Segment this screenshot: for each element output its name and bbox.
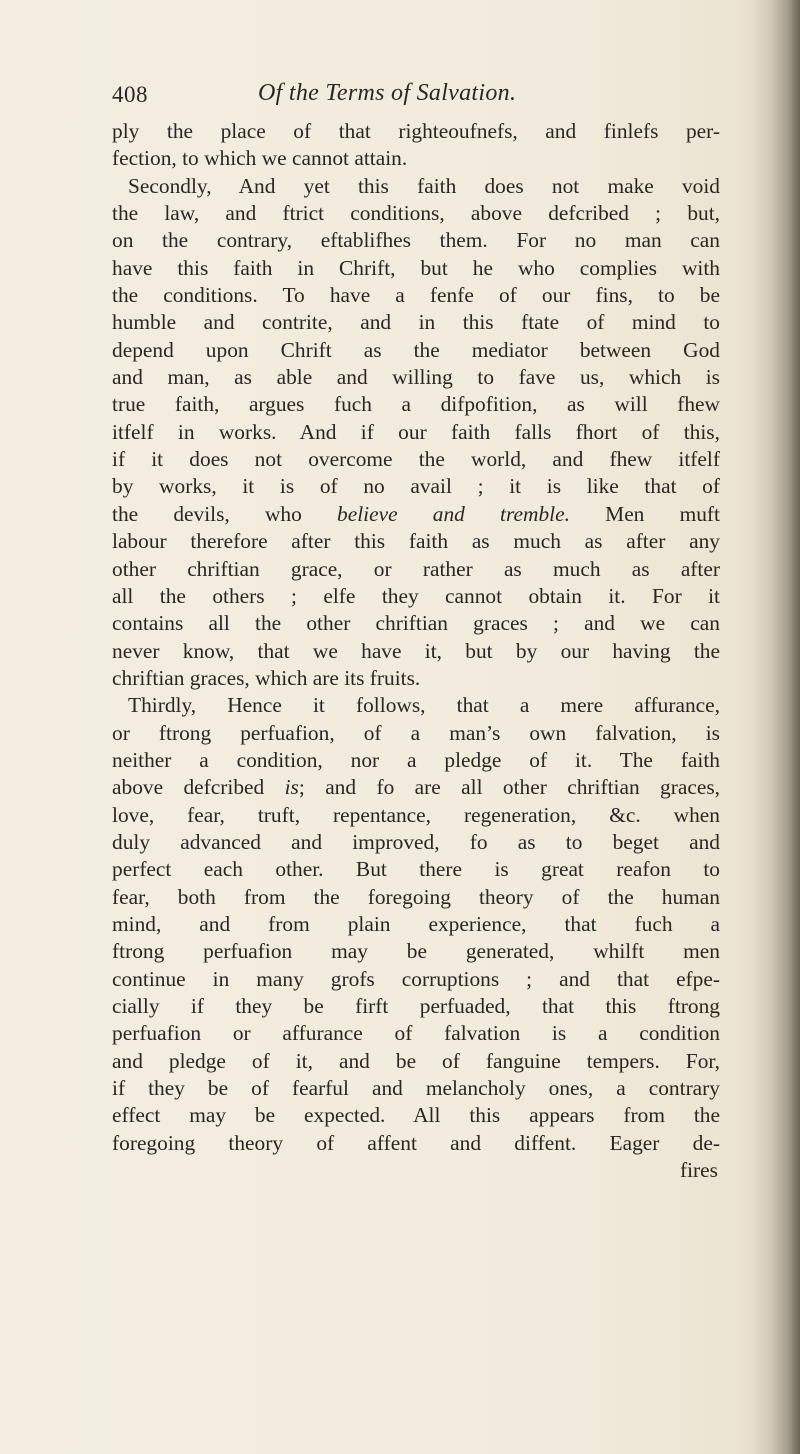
text-line xyxy=(112,610,720,637)
text-line-segment: effect may be expected. All this appears from the xyxy=(112,1103,720,1128)
text-line xyxy=(112,501,720,528)
text-line-segment: ply the place of that righteoufnefs, and finlefs per- xyxy=(112,119,720,143)
text-line-segment: perfuafion or affurance of falvation is a condition xyxy=(112,1021,720,1046)
text-line xyxy=(112,1048,720,1075)
text-line-segment: itfelf in works. And if our faith falls fhort of this, xyxy=(112,419,720,444)
text-line xyxy=(112,938,720,965)
text-line xyxy=(112,692,720,719)
text-line-segment: Men muft xyxy=(569,501,720,526)
text-line xyxy=(112,638,720,665)
text-line xyxy=(112,856,720,883)
text-line-segment: chriftian graces, which are its fruits. xyxy=(112,665,421,690)
text-line-segment: never know, that we have it, but by our having the xyxy=(112,638,720,663)
text-line-segment: foregoing theory of affent and diffent. Eager de- xyxy=(112,1130,720,1155)
text-line xyxy=(112,200,720,227)
text-line xyxy=(112,583,720,610)
text-line xyxy=(112,473,720,500)
text-line xyxy=(112,364,720,391)
text-line xyxy=(112,1102,720,1129)
text-line-segment: perfect each other. But there is great reafon to xyxy=(112,857,720,882)
text-line-segment: contains all the other chriftian graces ; and we can xyxy=(112,611,720,636)
text-line-segment: ; and fo are all other chriftian graces, xyxy=(298,775,721,800)
text-line-segment: above defcribed xyxy=(112,775,285,800)
text-line-segment: humble and contrite, and in this ftate of mind to xyxy=(112,310,720,335)
text-line-segment: if it does not overcome the world, and fhew itfelf xyxy=(112,447,720,472)
text-line-segment: love, fear, truft, repentance, regeneration, &c. when xyxy=(112,802,720,827)
text-line-segment: by works, it is of no avail ; it is like that of xyxy=(112,474,720,499)
text-line-segment: on the contrary, eftablifhes them. For no man can xyxy=(112,228,720,253)
text-line xyxy=(112,665,720,692)
text-line-segment: true faith, argues fuch a difpofition, as will fhew xyxy=(112,392,720,417)
text-line xyxy=(112,391,720,418)
text-line xyxy=(112,309,720,336)
text-line-segment: depend upon Chrift as the mediator between God xyxy=(112,337,720,362)
page-binding-shadow xyxy=(752,0,800,1454)
text-line-segment: Thirdly, Hence it follows, that a mere affurance, xyxy=(128,693,720,718)
text-line xyxy=(112,337,720,364)
text-line-segment: ftrong perfuafion may be generated, whilft men xyxy=(112,939,720,964)
text-line-segment: neither a condition, nor a pledge of it. The faith xyxy=(112,747,720,772)
text-line-segment: duly advanced and improved, fo as to beget and xyxy=(112,829,720,854)
text-line-segment: Secondly, And yet this faith does not make void xyxy=(128,173,720,198)
text-line-segment: continue in many grofs corruptions ; and that efpe- xyxy=(112,966,720,991)
text-line-segment: the law, and ftrict conditions, above defcribed ; but, xyxy=(112,201,720,226)
text-line xyxy=(112,1075,720,1102)
text-line xyxy=(112,911,720,938)
text-line xyxy=(112,1130,720,1157)
text-line xyxy=(112,720,720,747)
text-line-segment: labour therefore after this faith as much as after any xyxy=(112,529,720,554)
text-line xyxy=(112,1020,720,1047)
catchword: fires xyxy=(679,1158,718,1183)
text-line xyxy=(112,227,720,254)
text-line-segment: all the others ; elfe they cannot obtain it. For it xyxy=(112,583,720,608)
page-number: 408 xyxy=(112,82,148,107)
text-line xyxy=(112,884,720,911)
italic-phrase: believe and tremble. xyxy=(337,501,570,526)
text-line-segment: and man, as able and willing to fave us, which is xyxy=(112,365,720,390)
text-line xyxy=(112,993,720,1020)
text-line-segment: the conditions. To have a fenfe of our fins, to be xyxy=(112,283,720,308)
text-line-segment: or ftrong perfuafion, of a man’s own falvation, is xyxy=(112,720,720,745)
text-line xyxy=(112,282,720,309)
text-line-segment: mind, and from plain experience, that fuch a xyxy=(112,911,720,936)
text-line xyxy=(112,446,720,473)
text-line-segment: if they be of fearful and melancholy ones, a contrary xyxy=(112,1076,720,1101)
text-line xyxy=(112,255,720,282)
text-line-segment: cially if they be firft perfuaded, that this ftrong xyxy=(112,994,720,1018)
text-line xyxy=(112,528,720,555)
text-line-segment: and pledge of it, and be of fanguine tempers. For, xyxy=(112,1048,720,1073)
text-line-segment: have this faith in Chrift, but he who complies with xyxy=(112,255,720,280)
text-line-segment: other chriftian grace, or rather as much as after xyxy=(112,556,720,581)
text-line xyxy=(112,802,720,829)
text-line xyxy=(112,774,720,801)
text-line xyxy=(112,145,720,172)
text-line xyxy=(112,556,720,583)
text-line-segment: fection, to which we cannot attain. xyxy=(112,146,408,171)
body-text xyxy=(112,118,720,1184)
text-line xyxy=(112,829,720,856)
italic-phrase: is xyxy=(284,775,299,800)
page-header xyxy=(112,82,712,122)
text-line xyxy=(112,118,720,145)
text-line xyxy=(112,419,720,446)
running-title: Of the Terms of Salvation. xyxy=(258,80,517,106)
text-line xyxy=(112,173,720,200)
text-line-segment: the devils, who xyxy=(112,501,338,526)
text-line-segment: fear, both from the foregoing theory of the human xyxy=(112,884,720,909)
text-line xyxy=(112,966,720,993)
text-line xyxy=(112,747,720,774)
